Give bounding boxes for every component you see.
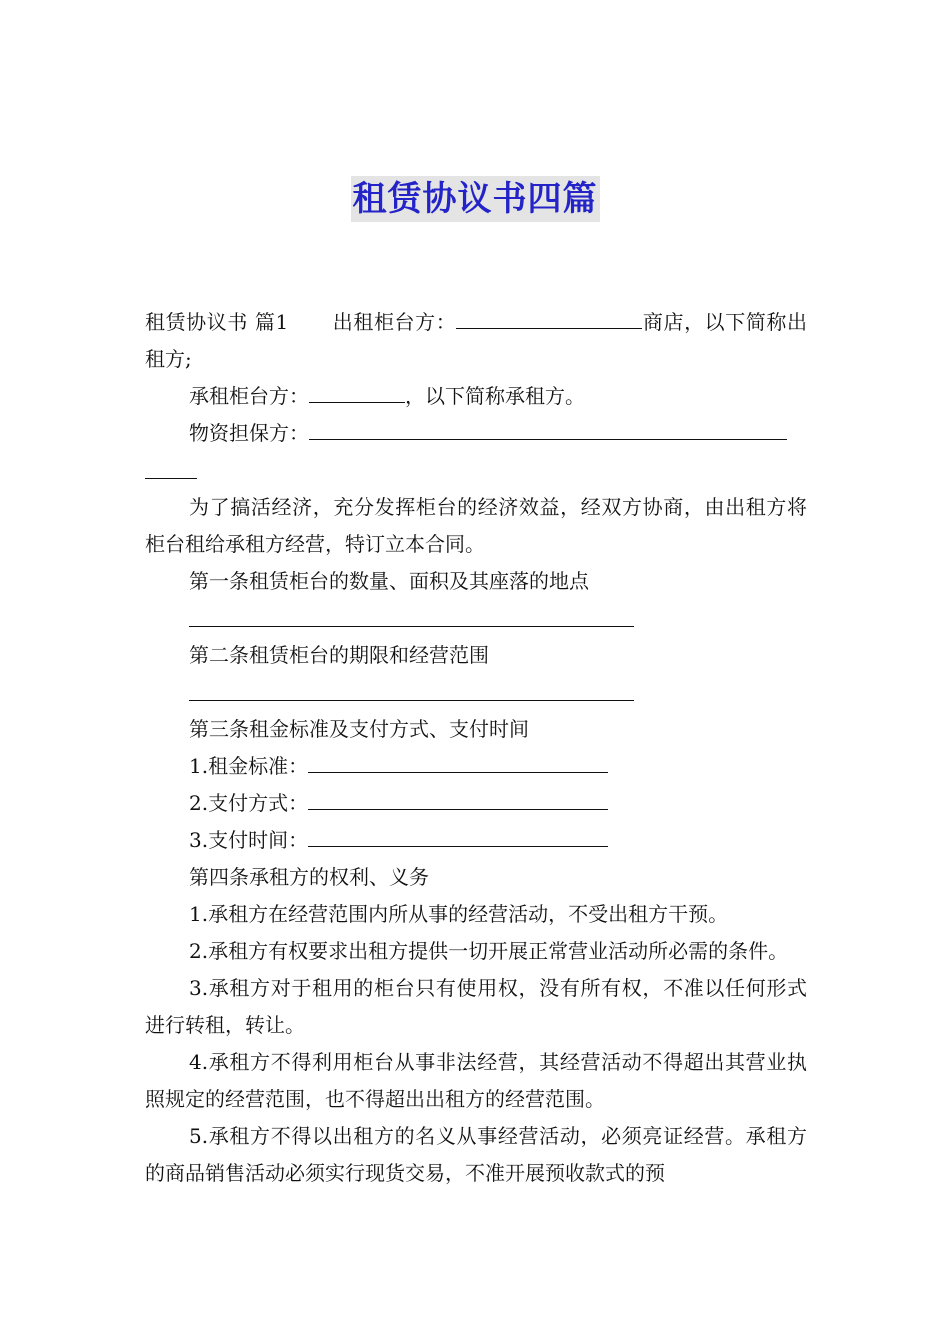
guarantor-label: 物资担保方： [189, 421, 309, 445]
lessee-tail: ，以下简称承租方。 [405, 384, 585, 408]
paragraph-guarantor [145, 415, 807, 452]
paragraph-lessee [145, 378, 807, 415]
guarantor-blank-continued [189, 452, 807, 489]
article-4-item-3: 3.承租方对于租用的柜台只有使用权，没有所有权，不准以任何形式进行转租，转让。 [145, 976, 807, 1037]
article-2-blank [189, 674, 807, 711]
article-1-heading: 第一条租赁柜台的数量、面积及其座落的地点 [189, 569, 589, 593]
article-3-item-3: 3.支付时间： [145, 822, 807, 859]
lessor-blank [456, 306, 642, 329]
guarantor-blank [309, 417, 787, 440]
title-wrap [0, 176, 950, 222]
document-title: 租赁协议书四篇 [351, 176, 600, 222]
article-4-item-2: 2.承租方有权要求出租方提供一切开展正常营业活动所必需的条件。 [189, 939, 789, 963]
lessee-label: 承租柜台方： [189, 384, 309, 408]
article-4-item-5: 5.承租方不得以出租方的名义从事经营活动，必须亮证经营。承租方的商品销售活动必须实行现货交易，不准开展预收款式的预 [145, 1124, 807, 1185]
payment-method-blank [308, 787, 608, 810]
article-4-item-1: 1.承租方在经营范围内所从事的经营活动，不受出租方干预。 [189, 902, 729, 926]
article-3-heading: 第三条租金标准及支付方式、支付时间 [189, 717, 529, 741]
article-4-item-4: 4.承租方不得利用柜台从事非法经营，其经营活动不得超出其营业执照规定的经营范围，也不得超出出租方的经营范围。 [145, 1050, 807, 1111]
payment-time-blank [308, 824, 608, 847]
article-1-blank [189, 600, 807, 637]
document-body [145, 304, 807, 1192]
paragraph-lessor [145, 304, 807, 378]
paragraph-preamble: 为了搞活经济，充分发挥柜台的经济效益，经双方协商，由出租方将柜台租给承租方经营，特订立本合同。 [145, 495, 807, 556]
article-3-item-1: 1.租金标准： [145, 748, 807, 785]
article-heading: 租赁协议书 篇1 [145, 310, 289, 334]
rent-standard-blank [308, 750, 608, 773]
lessor-label: 出租柜台方： [332, 310, 457, 334]
lessor-tail: 商店，以下简称出租方; [145, 310, 808, 371]
article-3-item-2: 2.支付方式： [145, 785, 807, 822]
article-4-heading: 第四条承租方的权利、义务 [189, 865, 429, 889]
lessee-blank [309, 380, 405, 403]
article-2-heading: 第二条租赁柜台的期限和经营范围 [189, 643, 489, 667]
